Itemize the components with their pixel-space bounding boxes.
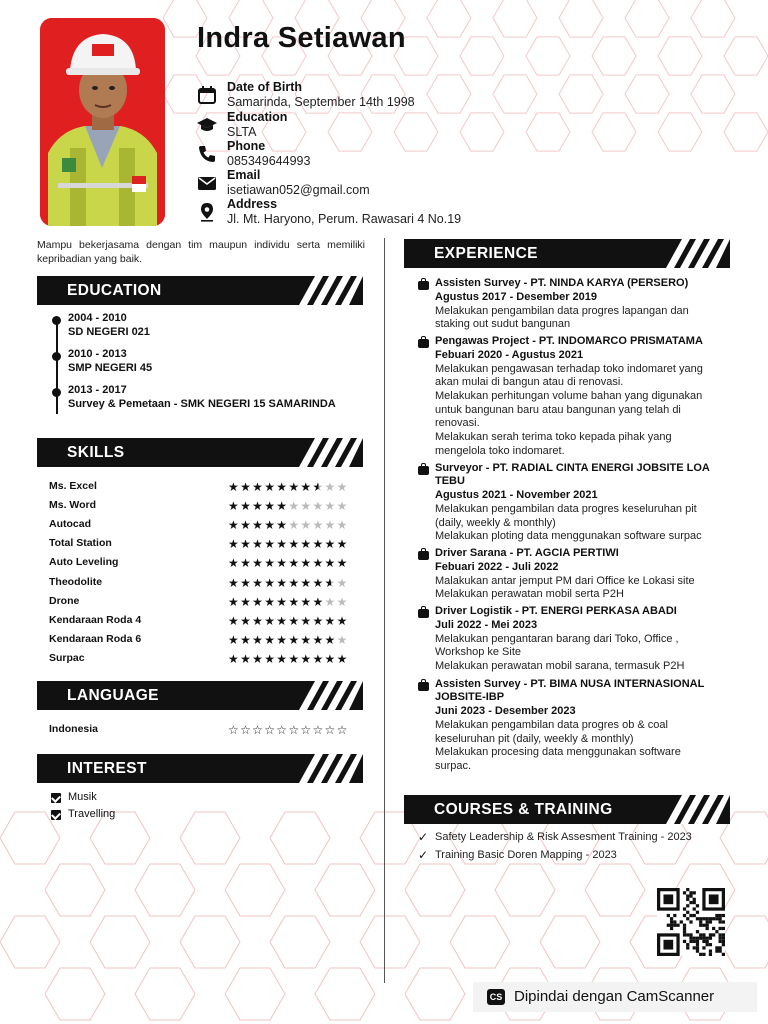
contact-value: 085349644993	[227, 154, 311, 168]
language-section-header	[37, 681, 363, 710]
skill-rating-stars: ★★★★★★★★★★	[228, 632, 349, 647]
experience-description-line: Melakukan serah terima toko kepada pihak yang	[435, 431, 672, 443]
slash-decoration-icon	[293, 276, 363, 305]
calendar-icon	[197, 85, 217, 105]
timeline-dot	[52, 352, 61, 361]
experience-date: Juli 2022 - Mei 2023	[435, 618, 538, 631]
language-section-title: LANGUAGE	[67, 687, 159, 704]
skill-name: Auto Leveling	[49, 556, 119, 569]
skill-name: Autocad	[49, 518, 91, 531]
education-section-title: EDUCATION	[67, 282, 162, 299]
contact-label: Email	[227, 168, 261, 182]
education-years: 2004 - 2010	[68, 312, 127, 324]
timeline-dot	[52, 388, 61, 397]
experience-description-line: Melakukan ploting data menggunakan software surpac	[435, 530, 702, 543]
interest-section-title: INTEREST	[67, 760, 147, 777]
interest-label: Travelling	[68, 808, 116, 820]
briefcase-icon	[418, 551, 429, 560]
experience-title: Assisten Survey - PT. NINDA KARYA (PERSERO)	[435, 277, 689, 289]
language-name: Indonesia	[49, 723, 99, 735]
experience-description-line: akan mulai di bangun atau di renovasi.	[435, 376, 624, 389]
interest-section-header	[37, 754, 363, 783]
slash-decoration-icon	[660, 239, 730, 268]
timeline-dot	[52, 316, 61, 325]
experience-description-line: Workshop ke Site	[435, 646, 522, 659]
briefcase-icon	[418, 466, 429, 475]
location-pin-icon	[197, 202, 217, 222]
education-school: SD NEGERI 021	[68, 326, 150, 338]
camscanner-logo-icon: CS	[487, 989, 505, 1005]
slash-decoration-icon	[293, 438, 363, 467]
courses-section-title: COURSES & TRAINING	[434, 801, 613, 818]
education-school: Survey & Pemetaan - SMK NEGERI 15 SAMARINDA	[68, 398, 336, 410]
experience-description-line: staking out sudut bangunan	[435, 318, 571, 331]
slash-decoration-icon	[660, 795, 730, 824]
contact-value: SLTA	[227, 125, 257, 139]
interest-label: Musik	[68, 791, 97, 803]
experience-description-line: Melakukan procesing data menggunakan software	[435, 746, 681, 759]
briefcase-icon	[418, 609, 429, 618]
experience-title: Driver Sarana - PT. AGCIA PERTIWI	[435, 547, 619, 559]
experience-date: Agustus 2017 - Desember 2019	[435, 290, 598, 303]
skills-section-header	[37, 438, 363, 467]
experience-date: Febuari 2022 - Juli 2022	[435, 560, 559, 573]
checkmark-icon: ✓	[418, 848, 429, 862]
skill-name: Kendaraan Roda 4	[49, 613, 142, 626]
experience-description-line: untuk bangunan baru atau bangunan yang telah di	[435, 403, 681, 416]
column-divider	[384, 238, 385, 983]
experience-description-line: surpac.	[435, 760, 472, 773]
experience-description-line: Melakukan pengantaran barang dari Toko, Office ,	[435, 632, 679, 645]
candidate-name: Indra Setiawan	[197, 22, 406, 54]
experience-description-line: mengelola toko indomaret.	[435, 444, 565, 457]
contact-label: Phone	[227, 139, 266, 153]
experience-description-line: (daily, weekly & monthly)	[435, 516, 556, 529]
skill-rating-stars: ★★★★★★★★★★	[228, 575, 349, 590]
skill-rating-stars: ★★★★★★★★★★	[228, 651, 349, 666]
experience-date: Agustus 2021 - November 2021	[435, 489, 598, 501]
qr-code-icon	[655, 888, 727, 956]
experience-section-header	[404, 239, 730, 268]
checkmark-icon: ✓	[418, 830, 429, 844]
skill-name: Ms. Excel	[49, 480, 97, 492]
skill-rating-stars: ★★★★★★★★★★	[228, 537, 349, 552]
skill-rating-stars: ★★★★★★★★★★	[228, 480, 349, 494]
contact-label: Address	[227, 197, 278, 211]
courses-section-header	[404, 795, 730, 824]
experience-description-line: Melakukan perawatan mobil sarana, termasuk P2H	[435, 659, 685, 672]
email-icon	[197, 173, 217, 193]
checkbox-icon	[51, 793, 61, 803]
skills-section-title: SKILLS	[67, 444, 125, 461]
education-section-header	[37, 276, 363, 305]
experience-section-title: EXPERIENCE	[434, 245, 538, 262]
experience-description-line: Melakukan pengambilan data progres ob & coal	[435, 719, 668, 731]
experience-description-line: Melakukan perawatan mobil serta P2H	[435, 588, 624, 601]
checkbox-icon	[51, 810, 61, 820]
experience-description-line: Melakukan pengambilan data progres lapangan dan	[435, 304, 689, 317]
education-years: 2010 - 2013	[68, 348, 127, 360]
briefcase-icon	[418, 682, 429, 691]
skill-rating-stars: ★★★★★★★★★★	[228, 613, 349, 628]
experience-description-line: Melakukan perhitungan volume bahan yang digunakan	[435, 389, 703, 402]
contact-value: isetiawan052@gmail.com	[227, 183, 370, 197]
course-item: Training Basic Doren Mapping - 2023	[435, 849, 617, 861]
skill-name: Kendaraan Roda 6	[49, 632, 142, 645]
graduation-cap-icon	[197, 115, 217, 135]
education-years: 2013 - 2017	[68, 384, 127, 396]
experience-date: Febuari 2020 - Agustus 2021	[435, 348, 584, 361]
experience-description-line: renovasi.	[435, 417, 480, 430]
course-item: Safety Leadership & Risk Assesment Training - 2023	[435, 831, 692, 843]
skill-rating-stars: ★★★★★★★★★★	[228, 594, 349, 609]
contact-value: Samarinda, September 14th 1998	[227, 95, 415, 109]
profile-summary: Mampu bekerjasama dengan tim maupun individu serta memiliki kepribadian yang baik.	[37, 239, 365, 265]
experience-title: Pengawas Project - PT. INDOMARCO PRISMATAMA	[435, 335, 703, 347]
skill-name: Ms. Word	[49, 499, 97, 512]
experience-title: Driver Logistik - PT. ENERGI PERKASA ABADI	[435, 605, 677, 617]
contact-label: Date of Birth	[227, 80, 302, 94]
experience-date: Juni 2023 - Desember 2023	[435, 705, 576, 717]
experience-description-line: Malakukan antar jemput PM dari Office ke Lokasi site	[435, 574, 695, 587]
skill-name: Drone	[49, 594, 80, 607]
experience-description-line: Melakukan pengambilan data progres keseluruhan pit	[435, 503, 697, 515]
briefcase-icon	[418, 339, 429, 348]
skill-rating-stars: ★★★★★★★★★★	[228, 556, 349, 571]
experience-description-line: Melakukan pengawasan terhadap toko indomaret yang	[435, 362, 703, 375]
timeline-line	[56, 318, 58, 414]
contact-value: Jl. Mt. Haryono, Perum. Rawasari 4 No.19	[227, 212, 462, 226]
camscanner-watermark	[473, 982, 757, 1012]
experience-title: Surveyor - PT. RADIAL CINTA ENERGI JOBSITE LOA TEBU	[435, 462, 710, 487]
skill-name: Total Station	[49, 537, 112, 550]
skill-name: Theodolite	[49, 575, 103, 588]
profile-photo	[40, 18, 165, 226]
skill-rating-stars: ★★★★★★★★★★	[228, 499, 349, 514]
phone-icon	[197, 144, 217, 164]
slash-decoration-icon	[293, 681, 363, 710]
contact-label: Education	[227, 110, 288, 124]
skill-name: Surpac	[49, 651, 85, 664]
briefcase-icon	[418, 281, 429, 290]
camscanner-text: Dipindai dengan CamScanner	[514, 988, 715, 1005]
language-rating-stars: ☆☆☆☆☆☆☆☆☆☆	[228, 723, 349, 737]
experience-title: Assisten Survey - PT. BIMA NUSA INTERNASIONAL JOBSITE-IBP	[435, 678, 705, 703]
skill-rating-stars: ★★★★★★★★★★	[228, 518, 349, 533]
education-school: SMP NEGERI 45	[68, 362, 153, 374]
experience-description-line: keseluruhan pit (daily, weekly & monthly)	[435, 732, 634, 745]
slash-decoration-icon	[293, 754, 363, 783]
